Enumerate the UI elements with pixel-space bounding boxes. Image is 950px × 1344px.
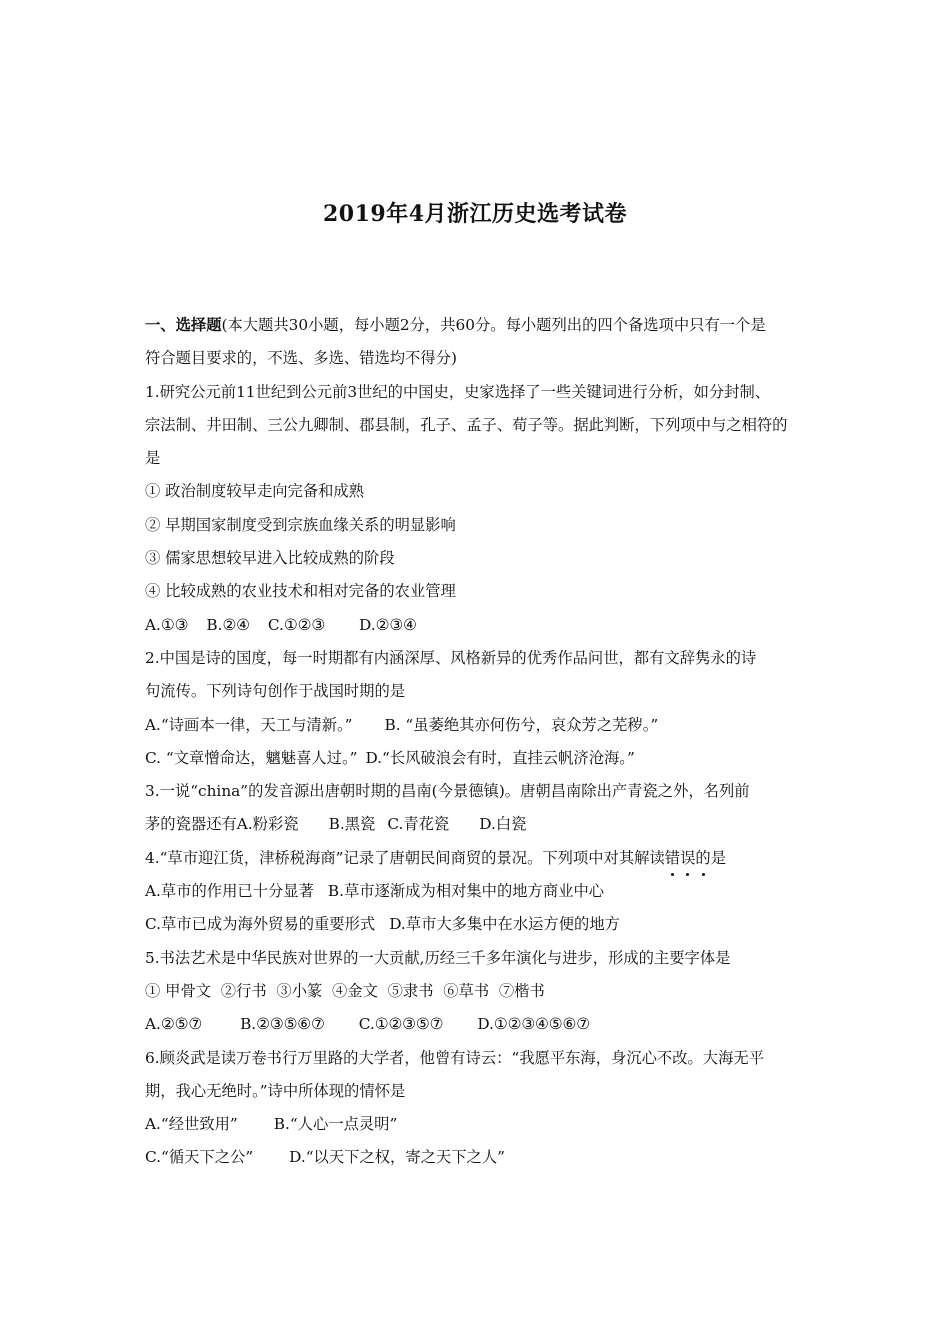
q4-emphasis-char-2: 误 xyxy=(680,845,695,871)
q3-stem-line1: 3.一说“china”的发音源出唐朝时期的昌南(今景德镇)。唐朝昌南除出产青瓷之外，名列前 xyxy=(145,782,750,801)
q1-option-a: A.①③ xyxy=(145,615,189,634)
q4-stem-prefix: 4.“草市迎江货，津桥税海商”记录了唐朝民间商贸的景况。下列项中对其解读 xyxy=(145,848,665,867)
q3-option-d: D.白瓷 xyxy=(479,815,527,834)
q1-stem-line3: 是 xyxy=(145,449,161,468)
q2-stem-line2: 句流传。下列诗句创作于战国时期的是 xyxy=(145,682,406,701)
q4-option-d: D.草市大多集中在水运方便的地方 xyxy=(389,915,620,934)
q6-stem-line1: 6.顾炎武是读万卷书行万里路的大学者，他曾有诗云：“我愿平东海，身沉心不改。大海无平 xyxy=(145,1048,764,1067)
q5-option-b: B.②③⑤⑥⑦ xyxy=(240,1015,325,1034)
section-heading: 一、选择题 xyxy=(145,316,222,334)
q2-option-d: D.“长风破浪会有时，直挂云帆济沧海。” xyxy=(365,748,635,767)
q6-options-ab xyxy=(145,1111,825,1144)
q6-options-cd xyxy=(145,1144,825,1177)
q1-stem-line1: 1.研究公元前11世纪到公元前3世纪的中国史，史家选择了一些关键词进行分析，如分封制、 xyxy=(145,382,771,401)
q2-option-c: C. “文章憎命达，魑魅喜人过。” xyxy=(145,748,358,767)
q5-items: ① 甲骨文 ②行书 ③小篆 ④金文 ⑤隶书 ⑥草书 ⑦楷书 xyxy=(145,981,545,1000)
q1-item-3: ③ 儒家思想较早进入比较成熟的阶段 xyxy=(145,549,395,568)
q4-emphasis-char-1: 错 xyxy=(665,845,680,871)
q6-option-d: D.“以天下之权，寄之天下之人” xyxy=(289,1148,505,1167)
q2-stem-line1: 2.中国是诗的国度，每一时期都有内涵深厚、风格新异的优秀作品问世，都有文辞隽永的诗 xyxy=(145,648,757,667)
q5-option-c: C.①②③⑤⑦ xyxy=(358,1015,444,1034)
q5-options xyxy=(145,1011,825,1044)
q3-option-c: C.青花瓷 xyxy=(387,815,450,834)
q1-stem-line2: 宗法制、井田制、三公九卿制、郡县制，孔子、孟子、荀子等。据此判断，下列项中与之相符的 xyxy=(145,415,788,434)
q1-option-c: C.①②③ xyxy=(267,615,326,634)
q5-stem-line1: 5.书法艺术是中华民族对世界的一大贡献,历经三千多年演化与进步，形成的主要字体是 xyxy=(145,948,731,967)
q2-options-ab xyxy=(145,712,825,745)
section-intro-cont: 符合题目要求的，不选、多选、错选均不得分) xyxy=(145,349,457,368)
q4-stem-line1 xyxy=(145,845,825,878)
q6-option-a: A.“经世致用” xyxy=(145,1115,238,1134)
q3-option-a: A.粉彩瓷 xyxy=(236,815,299,834)
q3-stem-line2 xyxy=(145,811,825,844)
q1-item-2: ② 早期国家制度受到宗族血缘关系的明显影响 xyxy=(145,515,456,534)
q4-option-c: C.草市已成为海外贸易的重要形式 xyxy=(145,915,376,934)
q6-option-c: C.“循天下之公” xyxy=(145,1148,254,1167)
q4-options-cd xyxy=(145,911,825,944)
q1-options xyxy=(145,612,825,645)
q3-stem-prefix: 茅的瓷器还有 xyxy=(145,815,237,834)
q2-option-b: B. “虽萎绝其亦何伤兮，哀众芳之芜秽。” xyxy=(384,715,659,734)
q5-option-d: D.①②③④⑤⑥⑦ xyxy=(477,1015,590,1034)
q2-option-a: A.“诗画本一律，天工与清新。” xyxy=(145,715,353,734)
exam-content xyxy=(145,312,825,1178)
q4-option-a: A.草市的作用已十分显著 xyxy=(145,882,314,901)
q4-stem-suffix: 是 xyxy=(710,848,726,867)
q4-emphasis-char-3: 的 xyxy=(695,845,710,871)
q1-option-b: B.②④ xyxy=(206,615,250,634)
page-title: 2019年4月浙江历史选考试卷 xyxy=(322,201,628,227)
q1-item-1: ① 政治制度较早走向完备和成熟 xyxy=(145,482,365,501)
q5-option-a: A.②⑤⑦ xyxy=(145,1015,203,1034)
q4-options-ab xyxy=(145,878,825,911)
q4-option-b: B.草市逐渐成为相对集中的地方商业中心 xyxy=(327,882,605,901)
q6-stem-line2: 期，我心无绝时。”诗中所体现的情怀是 xyxy=(145,1081,406,1100)
q6-option-b: B.“人心一点灵明” xyxy=(273,1115,398,1134)
section-intro xyxy=(145,312,825,345)
q1-item-4: ④ 比较成熟的农业技术和相对完备的农业管理 xyxy=(145,582,456,601)
q1-option-d: D.②③④ xyxy=(359,615,417,634)
section-intro-text: (本大题共30小题，每小题2分，共60分。每小题列出的四个备选项中只有一个是 xyxy=(221,316,766,334)
q3-option-b: B.黑瓷 xyxy=(328,815,376,834)
q2-options-cd xyxy=(145,745,825,778)
